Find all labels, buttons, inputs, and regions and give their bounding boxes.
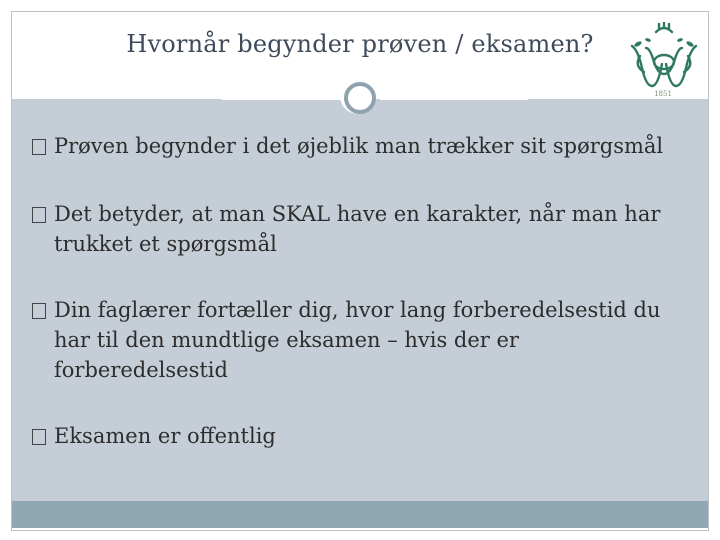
bullet-item [32, 131, 697, 161]
bullet-item [32, 295, 697, 385]
bullet-text: Din faglærer fortæller dig, hvor lang forberedelsestid du har til den mundtlige eksamen – hvis der er forberedelsestid [54, 298, 661, 382]
bullet-item [32, 421, 697, 451]
bullet-box-icon [32, 139, 46, 155]
bullet-text: Eksamen er offentlig [54, 424, 276, 448]
bullet-text: Prøven begynder i det øjeblik man trækker sit spørgsmål [54, 134, 664, 158]
logo-year: 1851 [654, 90, 672, 98]
bullet-box-icon [32, 429, 46, 445]
slide-title: Hvornår begynder prøven / eksamen? [126, 30, 594, 58]
bullet-list [32, 131, 697, 451]
bottom-band [12, 501, 708, 528]
divider-right [380, 98, 528, 100]
divider-left [222, 98, 342, 100]
bullet-box-icon [32, 303, 46, 319]
bullet-item [32, 199, 697, 259]
bullet-text: Det betyder, at man SKAL have en karakter, når man har trukket et spørgsmål [54, 202, 661, 256]
ring-ornament-icon [340, 78, 376, 114]
bullet-box-icon [32, 207, 46, 223]
